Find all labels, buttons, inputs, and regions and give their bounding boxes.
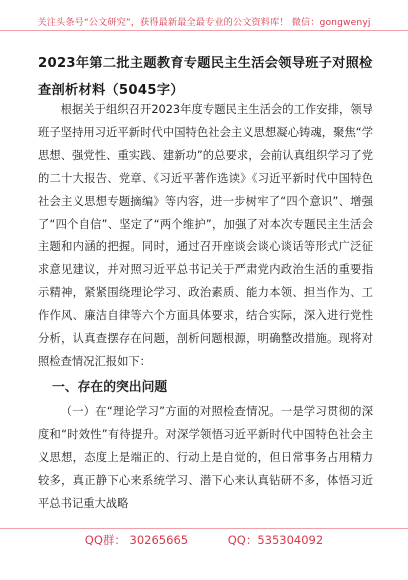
document-body xyxy=(38,99,373,515)
header-banner xyxy=(0,10,408,31)
banner-text: 关注头条号“公文研究”，获得最新最全最专业的公文资料库！ 微信：gongwenyj xyxy=(37,17,371,28)
footer-qq-group: QQ群： 30265665 xyxy=(84,533,189,547)
section-paragraph: （一）在“理论学习”方面的对照检查情况。一是学习贯彻的深度和“时效性”有待提升。对深学领悟习近平新时代中国特色社会主义思想，态度上是端正的、行动上是自觉的，但日常事务占用精力较多，真正静下心来系统学习、潜下心来认真钻研不多，体悟习近平总书记重大战略 xyxy=(38,404,373,510)
section-heading: 一、存在的突出问题 xyxy=(52,379,168,395)
intro-paragraph: 根据关于组织召开2023年度专题民主生活会的工作安排，领导班子坚持用习近平新时代中国特色社会主义思想凝心铸魂，聚焦“学思想、强党性、重实践、建新功”的总要求，会前认真组织学习了党的二十大报告、党章、《习近平著作选读》《习近平新时代中国特色社会主义思想专题摘编》等内容，进一步树牢了“四个意识”、增强了“四个自信”、坚定了“两个维护”，加强了对本次专题民主生活会主题和内涵的把握。同时，通过召开座谈会谈心谈话等形式广泛征求意见建议，并对照习近平总书记关于严肃党内政治生活的重要指示精神，紧紧围绕理论学习、政治素质、能力本领、担当作为、工作作风、廉洁自律等六个方面具体要求，结合实际，深入进行党性分析，认真查摆存在问题，剖析问题根源，明确整改措施。现将对照检查情况汇报如下： xyxy=(38,103,373,368)
document-title: 2023年第二批主题教育专题民主生活会领导班子对照检查剖析材料（5045字） xyxy=(38,56,373,98)
footer-contact xyxy=(0,528,408,553)
footer-qq: QQ：535304092 xyxy=(227,533,324,547)
